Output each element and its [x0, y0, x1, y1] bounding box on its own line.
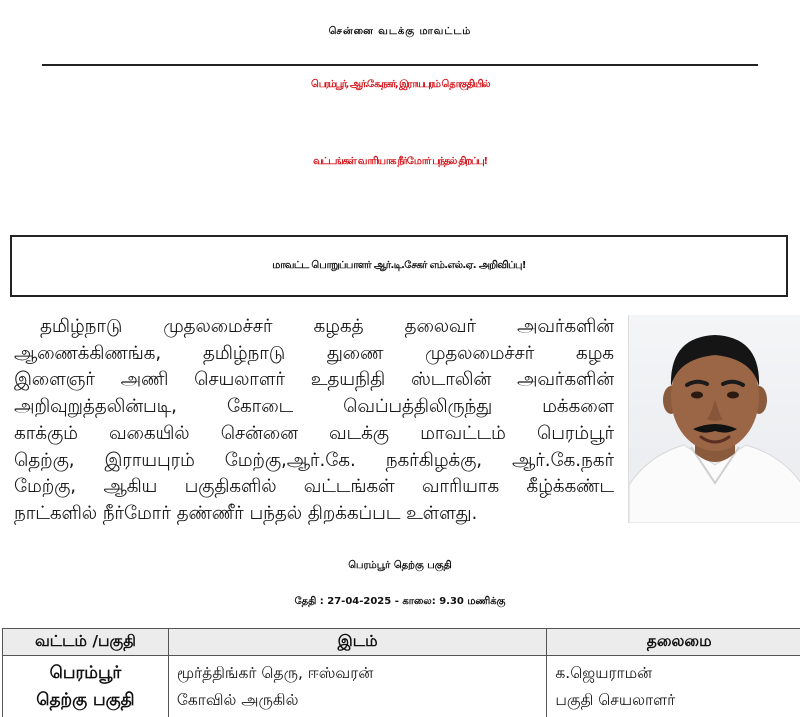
cell-lead	[547, 656, 800, 717]
column-header-lead: தலைமை	[547, 629, 800, 656]
cell-area	[3, 656, 169, 717]
place-line: கோவில் அருகில்	[176, 691, 299, 709]
body-line: நாட்களில் நீர்மோர் தண்ணீர் பந்தல் திறக்கப்பட உள்ளது.	[14, 502, 478, 524]
lead-line: பகுதி செயலாளர்	[555, 691, 676, 709]
announcement-box: மாவட்ட பொறுப்பாளர் ஆர்.டி.சேகர் எம்.எல்.ஏ. அறிவிப்பு!	[10, 235, 788, 297]
headline-line-1: பெரம்பூர், ஆர்.கே.நகர், இராயபுரம் தொகுதியில்	[310, 79, 490, 90]
cell-place	[168, 656, 547, 717]
body-paragraph	[14, 314, 614, 528]
headline-line-2: வட்டங்கள் வாரியாக நீர்மோர் பந்தல் திறப்பு!	[313, 156, 487, 167]
schedule-table	[2, 628, 800, 717]
column-header-place: இடம்	[168, 629, 547, 656]
place-line: மூர்த்திங்கர் தெரு, ஈஸ்வரன்	[176, 664, 374, 682]
body-line: இளைஞர் அணி செயலாளர் உதயநிதி ஸ்டாலின் அவர்களின்	[14, 369, 614, 391]
area-line: பெரம்பூர்	[49, 663, 122, 683]
section-title: பெரம்பூர் தெற்கு பகுதி	[348, 560, 452, 571]
body-line: காக்கும் வகையில் சென்னை வடக்கு மாவட்டம் பெரம்பூர்	[14, 422, 614, 444]
event-datetime: தேதி : 27-04-2025 - காலை: 9.30 மணிக்கு	[294, 596, 506, 607]
body-line: மேற்கு, ஆகிய பகுதிகளில் வட்டங்கள் வாரியாக கீழ்க்கண்ட	[14, 476, 614, 498]
area-line: தெற்கு பகுதி	[36, 690, 135, 710]
body-line: ஆணைக்கிணங்க, தமிழ்நாடு துணை முதலமைச்சர் கழக	[14, 342, 614, 364]
portrait-illustration	[629, 315, 800, 523]
body-line: தமிழ்நாடு முதலமைச்சர் கழகத் தலைவர் அவர்களின்	[40, 316, 614, 337]
column-header-area: வட்டம் /பகுதி	[3, 629, 169, 656]
table-row	[3, 656, 800, 717]
body-line: தெற்கு, இராயபுரம் மேற்கு,ஆர்.கே. நகர்கிழக்கு, ஆர்.கே.நகர்	[14, 449, 614, 471]
title-divider	[42, 64, 758, 66]
body-line: அறிவுறுத்தலின்படி, கோடை வெப்பத்திலிருந்து மக்களை	[14, 396, 614, 418]
district-title: சென்னை வடக்கு மாவட்டம்	[328, 26, 472, 37]
lead-line: க.ஜெயராமன்	[555, 664, 653, 682]
portrait-photo	[628, 315, 800, 523]
table-header-row	[3, 629, 800, 656]
